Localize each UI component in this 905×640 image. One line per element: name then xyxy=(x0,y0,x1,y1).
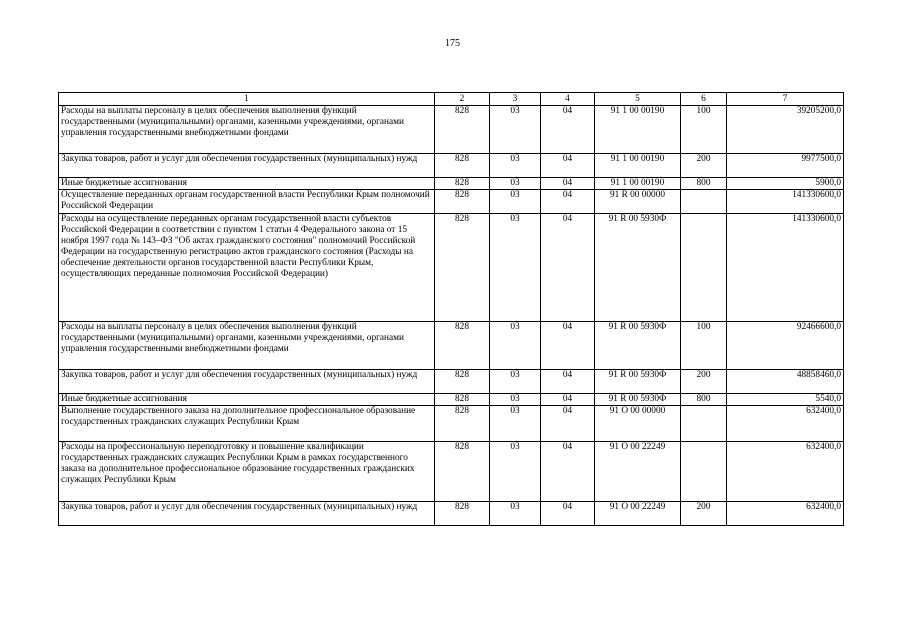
section-cell: 03 xyxy=(490,406,541,442)
admin-code-cell: 828 xyxy=(435,394,490,406)
header-cell-7: 7 xyxy=(727,93,844,106)
table-row xyxy=(59,106,844,154)
table-row xyxy=(59,394,844,406)
admin-code-cell: 828 xyxy=(435,322,490,370)
section-cell: 03 xyxy=(490,190,541,214)
expense-type-cell xyxy=(681,190,727,214)
target-article-cell: 91 1 00 00190 xyxy=(595,178,681,190)
table-row xyxy=(59,406,844,442)
target-article-cell: 91 1 00 00190 xyxy=(595,106,681,154)
expense-type-cell xyxy=(681,442,727,502)
admin-code-cell: 828 xyxy=(435,502,490,526)
subsection-cell: 04 xyxy=(541,154,595,178)
target-article-cell: 91 R 00 00000 xyxy=(595,190,681,214)
expense-type-cell: 100 xyxy=(681,106,727,154)
amount-cell: 632400,0 xyxy=(727,502,844,526)
row-name-cell: Расходы на выплаты персоналу в целях обеспечения выполнения функций государственными (муниципальными) органами, казенными учреждениями, органами управления государственными внебюджетными фондами xyxy=(59,322,435,370)
subsection-cell: 04 xyxy=(541,214,595,322)
subsection-cell: 04 xyxy=(541,190,595,214)
target-article-cell: 91 R 00 5930Ф xyxy=(595,214,681,322)
header-cell-5: 5 xyxy=(595,93,681,106)
header-cell-6: 6 xyxy=(681,93,727,106)
expense-type-cell xyxy=(681,214,727,322)
admin-code-cell: 828 xyxy=(435,178,490,190)
row-name-cell: Расходы на профессиональную переподготовку и повышение квалификации государственных гражданских служащих Республики Крым в рамках государственного заказа на дополнительное профессиональное образование государственных гражданских служащих Республики Крым xyxy=(59,442,435,502)
target-article-cell: 91 R 00 5930Ф xyxy=(595,394,681,406)
target-article-cell: 91 R 00 5930Ф xyxy=(595,322,681,370)
row-name-cell: Закупка товаров, работ и услуг для обеспечения государственных (муниципальных) нужд xyxy=(59,502,435,526)
row-name-cell: Выполнение государственного заказа на дополнительное профессиональное образование государственных гражданских служащих Республики Крым xyxy=(59,406,435,442)
row-name-cell: Закупка товаров, работ и услуг для обеспечения государственных (муниципальных) нужд xyxy=(59,370,435,394)
target-article-cell: 91 О 00 00000 xyxy=(595,406,681,442)
budget-table xyxy=(58,92,844,526)
subsection-cell: 04 xyxy=(541,106,595,154)
row-name-cell: Иные бюджетные ассигнования xyxy=(59,394,435,406)
table-body xyxy=(59,106,844,526)
section-cell: 03 xyxy=(490,394,541,406)
table-row xyxy=(59,370,844,394)
table-row xyxy=(59,154,844,178)
expense-type-cell: 200 xyxy=(681,154,727,178)
admin-code-cell: 828 xyxy=(435,190,490,214)
header-cell-1: 1 xyxy=(59,93,435,106)
admin-code-cell: 828 xyxy=(435,214,490,322)
subsection-cell: 04 xyxy=(541,502,595,526)
amount-cell: 9977500,0 xyxy=(727,154,844,178)
admin-code-cell: 828 xyxy=(435,106,490,154)
header-cell-3: 3 xyxy=(490,93,541,106)
section-cell: 03 xyxy=(490,370,541,394)
admin-code-cell: 828 xyxy=(435,406,490,442)
row-name-cell: Осуществление переданных органам государственной власти Республики Крым полномочий Российской Федерации xyxy=(59,190,435,214)
expense-type-cell: 200 xyxy=(681,502,727,526)
section-cell: 03 xyxy=(490,442,541,502)
table-row xyxy=(59,178,844,190)
expense-type-cell: 100 xyxy=(681,322,727,370)
amount-cell: 48858460,0 xyxy=(727,370,844,394)
table-row xyxy=(59,502,844,526)
target-article-cell: 91 1 00 00190 xyxy=(595,154,681,178)
section-cell: 03 xyxy=(490,106,541,154)
amount-cell: 92466600,0 xyxy=(727,322,844,370)
subsection-cell: 04 xyxy=(541,178,595,190)
admin-code-cell: 828 xyxy=(435,370,490,394)
page-number: 175 xyxy=(445,38,460,49)
table-row xyxy=(59,214,844,322)
amount-cell: 632400,0 xyxy=(727,406,844,442)
table-row xyxy=(59,442,844,502)
header-row xyxy=(59,93,844,106)
section-cell: 03 xyxy=(490,322,541,370)
target-article-cell: 91 О 00 22249 xyxy=(595,442,681,502)
amount-cell: 5540,0 xyxy=(727,394,844,406)
table-row xyxy=(59,322,844,370)
admin-code-cell: 828 xyxy=(435,154,490,178)
amount-cell: 39205200,0 xyxy=(727,106,844,154)
amount-cell: 5900,0 xyxy=(727,178,844,190)
section-cell: 03 xyxy=(490,214,541,322)
expense-type-cell xyxy=(681,406,727,442)
row-name-cell: Закупка товаров, работ и услуг для обеспечения государственных (муниципальных) нужд xyxy=(59,154,435,178)
subsection-cell: 04 xyxy=(541,370,595,394)
subsection-cell: 04 xyxy=(541,442,595,502)
header-cell-4: 4 xyxy=(541,93,595,106)
subsection-cell: 04 xyxy=(541,406,595,442)
target-article-cell: 91 R 00 5930Ф xyxy=(595,370,681,394)
admin-code-cell: 828 xyxy=(435,442,490,502)
expense-type-cell: 200 xyxy=(681,370,727,394)
row-name-cell: Иные бюджетные ассигнования xyxy=(59,178,435,190)
section-cell: 03 xyxy=(490,502,541,526)
section-cell: 03 xyxy=(490,154,541,178)
amount-cell: 141330600,0 xyxy=(727,190,844,214)
section-cell: 03 xyxy=(490,178,541,190)
row-name-cell: Расходы на выплаты персоналу в целях обеспечения выполнения функций государственными (муниципальными) органами, казенными учреждениями, органами управления государственными внебюджетными фондами xyxy=(59,106,435,154)
target-article-cell: 91 О 00 22249 xyxy=(595,502,681,526)
expense-type-cell: 800 xyxy=(681,178,727,190)
expense-type-cell: 800 xyxy=(681,394,727,406)
row-name-cell: Расходы на осуществление переданных органам государственной власти субъектов Российской Федерации в соответствии с пунктом 1 статьи 4 Федерального закона от 15 ноября 1997 года № 143–ФЗ "Об актах гражданского состояния" полномочий Российской Федерации на государственную регистрацию актов гражданского состояния (Расходы на обеспечение деятельности органов государственной власти Республики Крым, осуществляющих переданные полномочия Российской Федерации) xyxy=(59,214,435,322)
amount-cell: 141330600,0 xyxy=(727,214,844,322)
table-row xyxy=(59,190,844,214)
header-cell-2: 2 xyxy=(435,93,490,106)
subsection-cell: 04 xyxy=(541,394,595,406)
amount-cell: 632400,0 xyxy=(727,442,844,502)
subsection-cell: 04 xyxy=(541,322,595,370)
